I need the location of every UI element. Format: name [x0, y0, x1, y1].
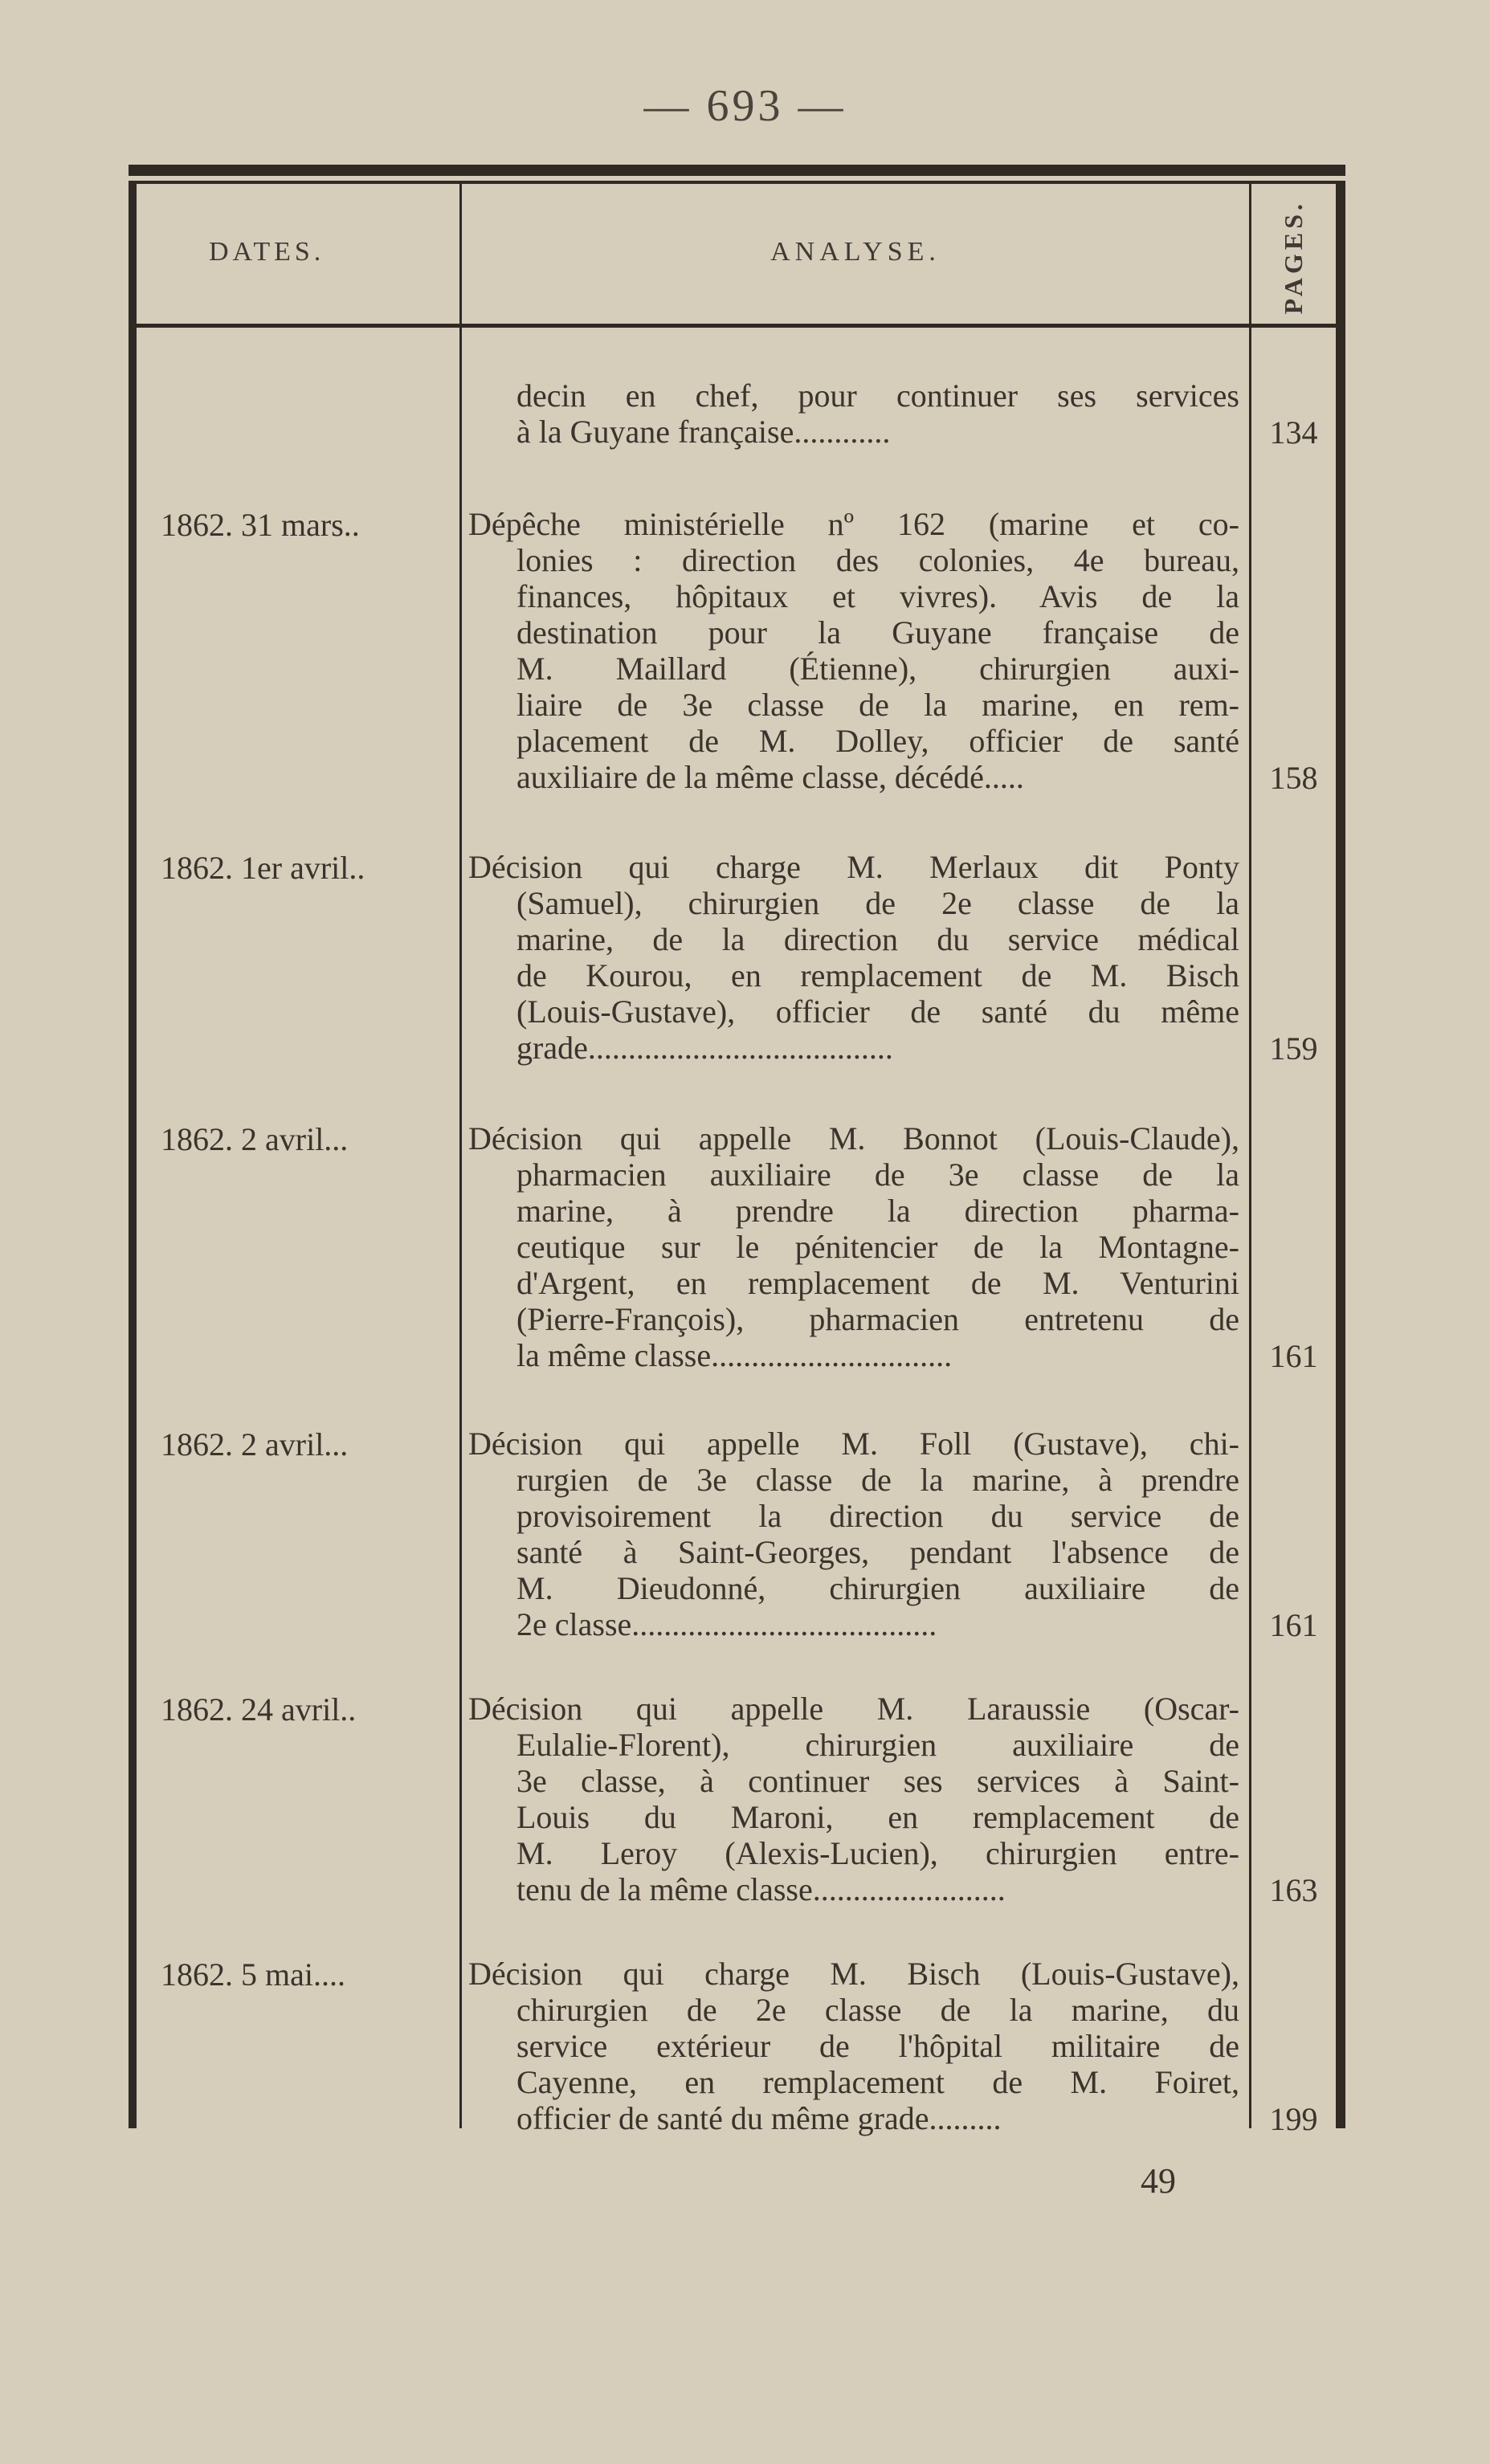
footer-signature-mark: 49 — [1141, 2161, 1176, 2201]
entry-analysis: Décision qui appelle M. Foll (Gustave), chi- rurgien de 3e classe de la marine, à prendre provisoirement la direction du service de santé à Saint-Georges, pendant l'absence de M. Dieudonné, chirurgien auxiliaire de 2e classe...................................... — [468, 1426, 1239, 1642]
page-reference: 134 — [1269, 414, 1318, 451]
page-reference: 161 — [1269, 1338, 1318, 1374]
dates-column-divider — [459, 181, 462, 2128]
top-rule — [129, 165, 1345, 176]
entry-analysis: Décision qui charge M. Merlaux dit Ponty (Samuel), chirurgien de 2e classe de la marine, de la direction du service médical de Kourou, en remplacement de M. Bisch (Louis-Gustave), officier de santé du même grade...................................... — [468, 849, 1239, 1066]
page-reference: 163 — [1269, 1872, 1318, 1908]
entry-analysis: Décision qui charge M. Bisch (Louis-Gustave), chirurgien de 2e classe de la marine, du service extérieur de l'hôpital militaire de Cayenne, en remplacement de M. Foiret, officier de santé du même grade......... — [468, 1956, 1239, 2136]
right-border — [1336, 181, 1345, 2128]
page-reference: 159 — [1269, 1030, 1318, 1067]
entry-analysis: Décision qui appelle M. Bonnot (Louis-Claude), pharmacien auxiliaire de 3e classe de la marine, à prendre la direction pharma- ceutique sur le pénitencier de la Montagne- d'Argent, en remplacement de M. Venturini (Pierre-François), pharmacien entretenu de la même classe.............................. — [468, 1120, 1239, 1373]
header-pages: PAGES. — [1279, 199, 1308, 315]
entry-date: 1862. 24 avril.. — [161, 1691, 357, 1728]
entry-date: 1862. 2 avril... — [161, 1121, 349, 1157]
header-rule — [129, 324, 1345, 328]
entry-date: 1862. 31 mars.. — [161, 507, 360, 543]
page-reference: 161 — [1269, 1607, 1318, 1643]
header-analyse: ANALYSE. — [770, 237, 941, 267]
entry-analysis: Décision qui appelle M. Laraussie (Oscar- Eulalie-Florent), chirurgien auxiliaire de 3e classe, à continuer ses services à Saint- Louis du Maroni, en remplacement de M. Leroy (Alexis-Lucien), chirurgien entre- tenu de la même classe........................ — [468, 1691, 1239, 1907]
entry-date: 1862. 1er avril.. — [161, 850, 365, 886]
entry-analysis: Dépêche ministérielle nº 162 (marine et co- lonies : direction des colonies, 4e bureau, finances, hôpitaux et vivres). Avis de la destination pour la Guyane française de M. Maillard (Étienne), chirurgien auxi- liaire de 3e classe de la marine, en rem- placement de M. Dolley, officier de santé auxiliaire de la même classe, décédé..... — [468, 506, 1239, 795]
left-border — [129, 181, 137, 2128]
register-table — [129, 165, 1345, 2137]
page-reference: 199 — [1269, 2101, 1318, 2137]
entry-analysis: decin en chef, pour continuer ses services à la Guyane française............ — [516, 377, 1239, 450]
page-reference: 158 — [1269, 760, 1318, 796]
pages-column-divider — [1249, 181, 1251, 2128]
page-number: — 693 — — [643, 81, 847, 131]
header-dates: DATES. — [209, 237, 325, 267]
entry-date: 1862. 2 avril... — [161, 1426, 349, 1462]
top-rule-thin — [129, 181, 1345, 184]
entry-date: 1862. 5 mai.... — [161, 1956, 345, 1993]
